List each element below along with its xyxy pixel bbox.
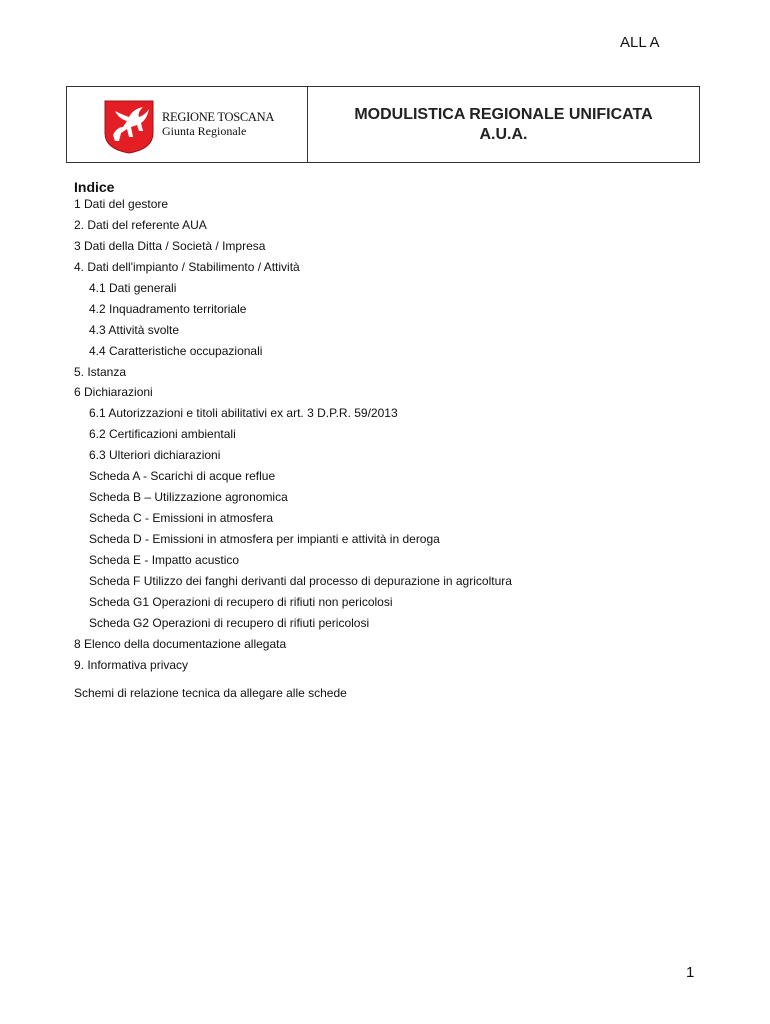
page-number: 1	[686, 964, 695, 981]
logo-subtitle: Giunta Regionale	[162, 124, 247, 138]
toc-item: 9. Informativa privacy	[74, 657, 189, 672]
toc-item: Scheda B – Utilizzazione agronomica	[89, 490, 288, 505]
toc-item: 4.1 Dati generali	[89, 280, 177, 295]
annex-label: ALL A	[620, 34, 660, 51]
logo-cell	[67, 87, 308, 162]
toc-item: Scheda G2 Operazioni di recupero di rifiuti pericolosi	[89, 615, 370, 630]
toc-item: 4. Dati dell'impianto / Stabilimento / Attività	[74, 259, 300, 274]
toc-item: 5. Istanza	[74, 364, 127, 379]
toc-item: 3 Dati della Ditta / Società / Impresa	[74, 238, 266, 253]
toc-item: 1 Dati del gestore	[74, 197, 169, 211]
document-title: MODULISTICA REGIONALE UNIFICATA	[354, 105, 653, 123]
toc-item: 2. Dati del referente AUA	[74, 217, 207, 232]
logo-name: REGIONE TOSCANA	[162, 110, 275, 124]
toc-item: 6.2 Certificazioni ambientali	[89, 427, 236, 442]
toc-item: Scheda C - Emissioni in atmosfera	[89, 511, 274, 526]
toc-item: Scheda D - Emissioni in atmosfera per impianti e attività in deroga	[89, 532, 440, 546]
title-cell	[308, 87, 699, 162]
header-table	[66, 86, 700, 163]
document-subtitle: A.U.A.	[479, 125, 528, 143]
index-heading: Indice	[74, 179, 115, 195]
table-of-contents	[74, 196, 512, 678]
toc-item: Scheda F Utilizzo dei fanghi derivanti dal processo di depurazione in agricoltura	[89, 573, 512, 588]
toc-item: 6.3 Ulteriori dichiarazioni	[89, 448, 221, 463]
pegasus-logo-icon	[103, 97, 155, 155]
schemi-note: Schemi di relazione tecnica da allegare alle schede	[74, 686, 347, 700]
toc-item: 6.1 Autorizzazioni e titoli abilitativi ex art. 3 D.P.R. 59/2013	[89, 406, 398, 421]
toc-item: Scheda E - Impatto acustico	[89, 552, 240, 567]
toc-item: 4.3 Attività svolte	[89, 322, 180, 337]
toc-item: 8 Elenco della documentazione allegata	[74, 636, 287, 651]
toc-item: 4.2 Inquadramento territoriale	[89, 301, 247, 316]
toc-item: Scheda G1 Operazioni di recupero di rifiuti non pericolosi	[89, 594, 393, 609]
toc-item: 6 Dichiarazioni	[74, 385, 153, 400]
toc-item: Scheda A - Scarichi di acque reflue	[89, 469, 276, 484]
toc-item: 4.4 Caratteristiche occupazionali	[89, 343, 263, 358]
